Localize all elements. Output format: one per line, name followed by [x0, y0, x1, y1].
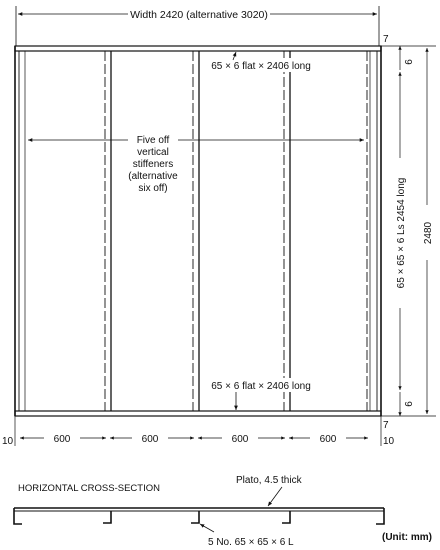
bottom-flat-gap-label: 6 — [404, 401, 415, 407]
side-angle-label: 65 × 65 × 6 Ls 2454 long — [396, 177, 407, 289]
width-dimension — [16, 6, 379, 46]
top-flat-label: 65 × 6 flat × 2406 long — [211, 61, 311, 72]
cross-section-left-angle — [14, 508, 22, 524]
top-flat-callout — [202, 52, 320, 72]
plate-label: Plato, 4.5 thick — [236, 475, 302, 486]
stiffener-1 — [105, 51, 111, 411]
stiffener-2 — [193, 51, 199, 411]
cross-section-title: HORIZONTAL CROSS-SECTION — [18, 483, 160, 494]
top-gap-label: 7 — [383, 34, 389, 45]
bottom-gap-label: 7 — [383, 420, 389, 431]
width-label: Width 2420 (alternative 3020) — [130, 9, 268, 21]
unit-note: (Unit: mm) — [382, 532, 432, 543]
stiffener-label-line-1: Five off — [136, 135, 170, 146]
spacing-label-4: 600 — [319, 434, 337, 445]
cross-section-right-angle — [376, 508, 384, 524]
vertical-stiffeners — [105, 51, 367, 411]
cross-section — [14, 475, 432, 548]
height-label: 2480 — [423, 221, 434, 245]
top-flat-bar — [15, 46, 381, 51]
spacing-dimensions — [2, 416, 395, 447]
angles-label: 5 No. 65 × 65 × 6 L — [208, 537, 294, 548]
panel-frame — [15, 46, 381, 416]
stiffener-callout — [28, 129, 364, 194]
stiffener-3 — [284, 51, 290, 411]
top-flat-gap-label: 6 — [404, 59, 415, 65]
right-dimensions — [381, 34, 436, 431]
spacing-label-3: 600 — [231, 434, 249, 445]
bottom-flat-bar — [15, 411, 381, 416]
stiffener-label-line-4: (alternative — [128, 171, 178, 182]
spacing-label-1: 600 — [53, 434, 71, 445]
bottom-flat-label: 65 × 6 flat × 2406 long — [211, 381, 311, 392]
right-edge-label: 10 — [383, 436, 395, 447]
bottom-flat-callout — [202, 378, 320, 410]
stiffener-label-line-5: six off) — [138, 183, 168, 194]
stiffener-label-line-3: stiffeners — [132, 159, 174, 170]
stiffener-label-line-2: vertical — [137, 147, 169, 158]
left-edge-label: 10 — [2, 436, 14, 447]
spacing-label-2: 600 — [141, 434, 159, 445]
